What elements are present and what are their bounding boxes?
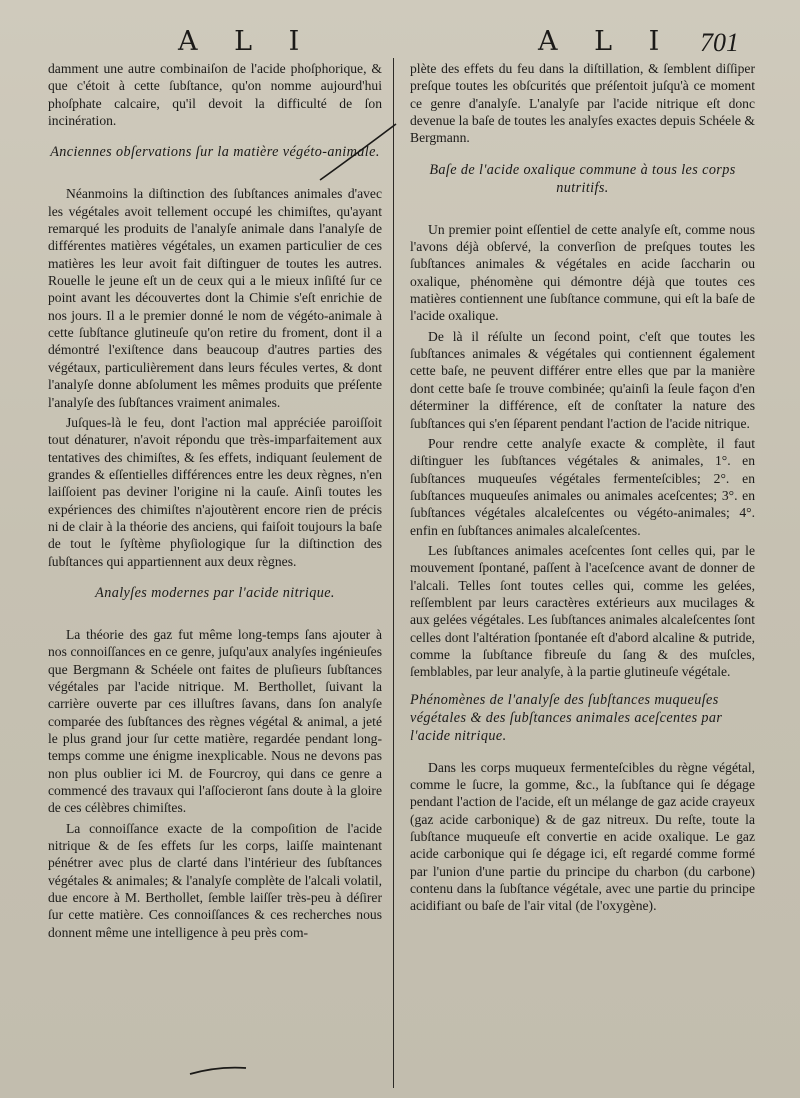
paragraph: damment une autre combinaiſon de l'acide phoſphorique, & que c'étoit à cette ſubſtance, qu'on nomme aujourd'hui phoſphate calcaire, qu'il devoit la difficulté de ſon incinération. xyxy=(48,61,382,129)
paragraph: Un premier point eſſentiel de cette analyſe eſt, comme nous l'avons déjà obſervé, la converſion de preſques toutes les ſubſtances animales & végétales en acide ſaccharin ou oxalique, phénomène qui démontre déjà que toutes ces matières contiennent une ſubſtance commune, qui eſt la baſe de l'acide oxalique. xyxy=(410,221,755,324)
paragraph: La théorie des gaz fut même long-temps ſans ajouter à nos connoiſſances en ce genre, juſqu'aux analyſes ingénieuſes que Bergmann & Schéele ont faites de pluſieurs ſubſtances végétales par l'acide nitrique. M. Berthollet, ſuivant la carrière ouverte par ces illuſtres ſavans, dans ſon analyſe comparée des ſubſtances des règnes végétal & animal, a jeté le plus grand jour ſur cette matière, regardée pendant long-temps comme une énigme inexplicable. Nous ne devons pas non plus oublier ici M. de Fourcroy, qui dans ce genre a commencé des travaux qui l'aſſocieront ſans doute à la gloire de ces célèbres chimiſtes. xyxy=(48,626,382,816)
running-head-right: A L I xyxy=(538,26,674,57)
section-heading: Baſe de l'acide oxalique commune à tous les corps nutritifs. xyxy=(429,161,736,196)
section-heading: Anciennes obſervations ſur la matière végéto-animale. xyxy=(50,144,380,161)
left-column xyxy=(48,60,382,944)
paragraph: La connoiſſance exacte de la compoſition de l'acide nitrique & de ſes effets ſur les corps, laiſſe maintenant pénétrer avec plus de clarté dans l'intérieur des ſubſtances végétales & animales; & l'analyſe complète de l'alcali volatil, due encore à M. Berthollet, ſemble laiſſer très-peu à déſirer ſur cette matière. Ces connoiſſances & ces recherches nous donnent même une intelligence à peu près com- xyxy=(48,820,382,940)
paragraph: Les ſubſtances animales aceſcentes ſont celles qui, par le mouvement ſpontané, paſſent à l'aceſcence avant de donner de l'alcali. Telles ſont toutes celles qui, comme les gelées, reſſemblent par leurs caractères extérieurs aux mucilages & aux gelées végétales. Les ſubſtances animales alcaleſcentes ſont celles dont l'altération ſpontanée eſt d'abord alcaline & putride, comme la ſubſtance fibreuſe du ſang & des muſcles, ſemblables, par leur analyſe, à la partie glutineuſe végétale. xyxy=(410,542,755,680)
paragraph: De là il réſulte un ſecond point, c'eſt que toutes les ſubſtances animales & végétales qui contiennent également cette baſe, ne peuvent différer entre elles que par la manière dont cette baſe ſe trouve combinée; qu'ainſi la ſeule façon d'en déterminer la différence, eſt de conſtater la nature des ſubſtances qui s'en ſéparent pendant l'action de l'acide nitrique. xyxy=(410,328,755,431)
page-number: 701 xyxy=(700,28,739,57)
paragraph: plète des effets du feu dans la diſtillation, & ſemblent diſſiper preſque toutes les obſcurités que préſentoit juſqu'à ce moment ce genre d'analyſe. L'analyſe par l'acide nitrique eſt donc devenue la baſe de toutes les analyſes exactes depuis Schéele & Bergmann. xyxy=(410,61,755,146)
column-divider xyxy=(393,58,394,1088)
paragraph: Pour rendre cette analyſe exacte & complète, il faut diſtinguer les ſubſtances végétales & animales, 1°. en ſubſtances muqueuſes végétales fermenteſcibles; 2°. en ſubſtances muqueuſes animales ou animales aceſcentes; 3°. en ſubſtances végétales alcaleſcentes ou végéto-animales; 4°. enfin en ſubſtances animales alcaleſcentes. xyxy=(410,435,755,538)
running-head-left: A L I xyxy=(178,26,314,57)
paragraph: Dans les corps muqueux fermenteſcibles du règne végétal, comme le ſucre, la gomme, &c., la ſubſtance qui ſe dégage pendant l'action de l'acide, eſt un mélange de gaz acide crayeux (gaz acide carbonique) & de gaz nitreux. Du reſte, toute la ſubſtance muqueuſe eſt convertie en acide oxalique. Le gaz acide carbonique qui ſe dégage ici, eſt regardé comme formé par l'union d'une partie du principe du charbon (du carbone) contenu dans la ſubſtance végétale, avec une partie du principe acidifiant ou baſe de l'air vital (de l'oxygène). xyxy=(410,759,755,914)
right-column xyxy=(410,60,755,918)
paragraph: Néanmoins la diſtinction des ſubſtances animales d'avec les végétales avoit tellement occupé les chimiſtes, qu'ayant remarqué les produits de l'analyſe animale dans l'analyſe de différentes matières végétales, un examen particulier de ces matières les leur avoit fait diſtinguer de toutes les autres. Rouelle le jeune eſt un de ceux qui a le mieux inſiſté ſur ce point avant les découvertes dont la Chimie s'eſt enrichie de nos jours. Il a le premier donné le nom de végéto-animale à cette ſubſtance glutineuſe qu'on retire du froment, dont il a démontré l'exiſtence dans beaucoup d'autres parties des végétaux, particulièrement dans leurs fécules vertes, & dont l'analyſe donne abſolument les mêmes produits que préſente l'analyſe des ſubſtances vraiment animales. xyxy=(48,186,382,410)
ink-mark xyxy=(188,1060,248,1080)
section-heading: Phénomènes de l'analyſe des ſubſtances muqueuſes végétales & des ſubſtances animales aceſcentes par l'acide nitrique. xyxy=(410,691,723,744)
section-heading: Analyſes modernes par l'acide nitrique. xyxy=(95,584,335,601)
paragraph: Juſques-là le feu, dont l'action mal appréciée paroiſſoit tout dénaturer, n'avoit répondu que très-imparfaitement aux tentatives des chimiſtes, & ſes effets, indiquant ſeulement de grandes & eſſentielles différences entre les deux règnes, n'en laiſſoient pas deviner l'origine ni la cauſe. Ainſi toutes les expériences des chimiſtes n'ajoutèrent encore rien de précis ni de clair à la théorie des anciens, qui faiſoit toujours la baſe de tout le ſyſtème phyſiologique ſur la diſtinction des ſubſtances qui appartiennent aux deux règnes. xyxy=(48,414,382,569)
